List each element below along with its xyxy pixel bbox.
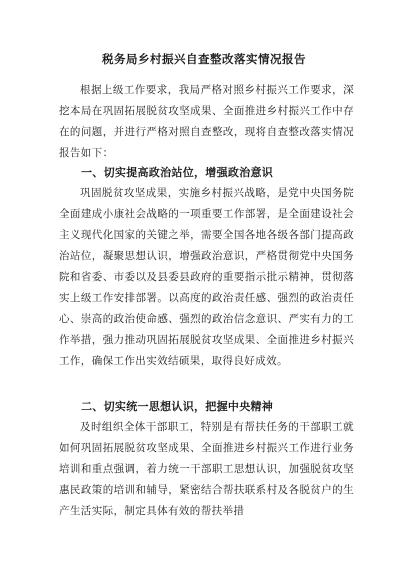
intro-paragraph: 根据上级工作要求，我局严格对照乡村振兴工作要求，深挖本局在巩固拓展脱贫攻坚成果、全面推进乡村振兴工作中存在的问题，并进行严格对照自查整改，现将自查整改落实情况报告如下： <box>59 84 354 159</box>
section-paragraph-1: 巩固脱贫攻坚成果，实施乡村振兴战略，是党中央国务院全面建成小康社会战略的一项重要工作部署，是全面建设社会主义现代化国家的关键之举，需要全国各地各级各部门提高政治站位，凝聚思想认识，增强政治意识，严格贯彻党中央国务院和省委、市委以及县委县政府的重要指示批示精神，贯彻落实上级工作安排部署。以高度的政治责任感、强烈的政治责任心、崇高的政治使命感、强烈的政治信念意识、严实有力的工作举措，强力推动巩固拓展脱贫攻坚成果、全面推进乡村振兴工作，确保工作出实效结硕果，取得良好成效。 <box>59 187 354 367</box>
document-title: 税务局乡村振兴自查整改落实情况报告 <box>102 52 306 66</box>
section-paragraph-2: 及时组织全体干部职工，特别是有帮扶任务的干部职工就如何巩固拓展脱贫攻坚成果、全面推进乡村振兴工作进行业务培训和重点强调，着力统一干部职工思想认识，加强脱贫攻坚惠民政策的培训和辅导，紧密结合帮扶联系村及各脱贫户的生产生活实际，制定具体有效的帮扶举措 <box>59 421 354 517</box>
section-heading-1: 一、切实提高政治站位，增强政治意识 <box>81 166 274 179</box>
section-heading-2: 二、切实统一思想认识，把握中央精神 <box>81 400 274 413</box>
